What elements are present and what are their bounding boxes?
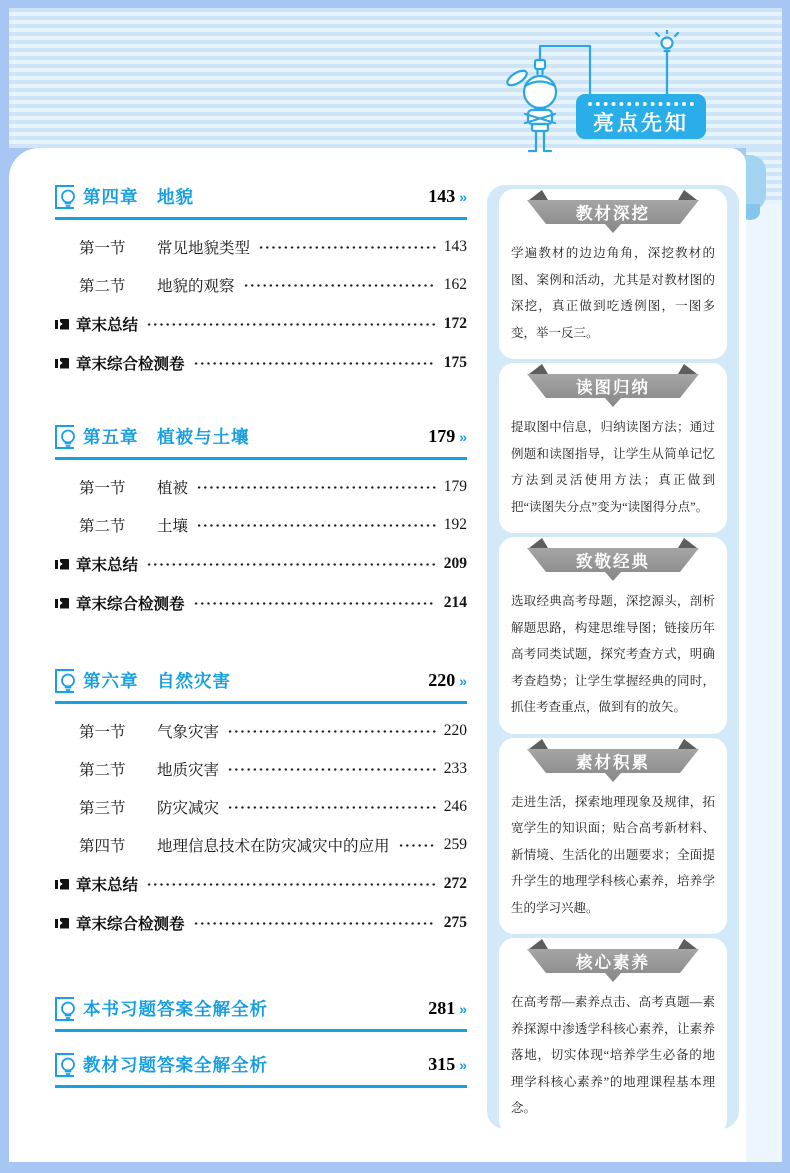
- chapter-title: 第六章 自然灾害: [83, 671, 231, 691]
- card-body-text: 选取经典高考母题，深挖源头，剖析解题思路，构建思维导图；链接历年高考同类试题，探究考查方式，明确考查趋势；让学生掌握经典的同时，抓住考查重点，做到有的放矢。: [511, 594, 715, 714]
- card-body-text: 走进生活，探索地理现象及规律，拓宽学生的知识面；贴合高考新材料、新情境、生活化的出题要求；全面提升学生的地理学科核心素养，培养学生的学习兴趣。: [511, 794, 715, 915]
- dot-leader: [193, 602, 436, 605]
- card-title: 致敬经典: [576, 553, 650, 571]
- card-ribbon: [527, 363, 699, 408]
- feature-card: [499, 189, 727, 359]
- appendix-entries: [55, 996, 467, 1088]
- dot-leader: [146, 563, 436, 566]
- plug-icon: [535, 60, 545, 74]
- summary-label: 章末综合检测卷: [76, 356, 185, 373]
- summary-label: 章末总结: [76, 317, 139, 334]
- section-title: 地貌的观察: [157, 278, 235, 295]
- appendix-heading: [55, 996, 467, 1032]
- section-page-number: 143: [443, 238, 467, 255]
- section-title: 地理信息技术在防灾减灾中的应用: [157, 838, 390, 855]
- section-page-number: 246: [443, 798, 467, 815]
- dot-leader: [258, 246, 436, 249]
- toc-section-row: [55, 274, 467, 296]
- card-title: 读图归纳: [576, 379, 650, 397]
- section-number: 第二节: [79, 278, 126, 295]
- bulb-icon: [55, 185, 74, 209]
- chapter-page-number: 179: [428, 426, 456, 446]
- toc-summary-row: [55, 553, 467, 575]
- dot-leader: [193, 922, 436, 925]
- dot-leader: [227, 730, 436, 733]
- chapter-block-6: [55, 668, 467, 934]
- summary-page-number: 214: [443, 594, 467, 611]
- toc-summary-row: [55, 313, 467, 335]
- section-page-number: 233: [443, 760, 467, 777]
- section-number: 第三节: [79, 800, 126, 817]
- tag-icon: [55, 559, 69, 570]
- card-ribbon: [527, 738, 699, 783]
- section-title: 植被: [157, 480, 189, 497]
- section-number: 第一节: [79, 240, 126, 257]
- toc-section-row: [55, 758, 467, 780]
- chapter-heading: [55, 184, 467, 220]
- dot-leader: [227, 768, 436, 771]
- toc-summary-row: [55, 352, 467, 374]
- toc-summary-row: [55, 912, 467, 934]
- table-of-contents: [55, 184, 467, 1088]
- chapter-block-5: [55, 424, 467, 614]
- chapter-title: 第五章 植被与土壤: [83, 427, 250, 447]
- card-body-text: 学遍教材的边边角角，深挖教材的图、案例和活动，尤其是对教材图的深挖，真正做到吃透例图，一图多变，举一反三。: [511, 246, 715, 340]
- card-ribbon: [527, 189, 699, 234]
- highlights-badge: [576, 94, 706, 139]
- summary-label: 章末综合检测卷: [76, 916, 185, 933]
- summary-page-number: 275: [443, 914, 467, 931]
- section-page-number: 220: [443, 722, 467, 739]
- section-page-number: 179: [443, 478, 467, 495]
- section-page-number: 192: [443, 516, 467, 533]
- chapter-page-number: 220: [428, 670, 456, 690]
- card-title: 教材深挖: [576, 205, 650, 223]
- appendix-heading: [55, 1052, 467, 1088]
- feature-card: [499, 363, 727, 533]
- dot-leader: [146, 323, 436, 326]
- bulb-icon: [55, 669, 74, 693]
- dot-leader: [196, 524, 436, 527]
- card-body-text: 提取图中信息，归纳读图方法；通过例题和读图指导，让学生从简单记忆方法到灵活使用方法；真正做到把“读图失分点”变为“读图得分点”。: [511, 420, 715, 514]
- section-title: 防灾减灾: [157, 800, 220, 817]
- section-number: 第一节: [79, 480, 126, 497]
- appendix-page-number: 281: [428, 998, 456, 1018]
- chevron-right-icon: »: [459, 1000, 467, 1017]
- chapter-heading: [55, 424, 467, 460]
- toc-summary-row: [55, 592, 467, 614]
- appendix-title: 本书习题答案全解全析: [83, 999, 268, 1019]
- tag-icon: [55, 319, 69, 330]
- toc-section-row: [55, 514, 467, 536]
- section-page-number: 162: [443, 276, 467, 293]
- toc-section-row: [55, 236, 467, 258]
- chevron-right-icon: »: [459, 672, 467, 689]
- section-page-number: 259: [443, 836, 467, 853]
- summary-page-number: 209: [443, 555, 467, 572]
- section-title: 地质灾害: [157, 762, 220, 779]
- section-title: 土壤: [157, 518, 189, 535]
- tag-icon: [55, 598, 69, 609]
- card-title: 核心素养: [576, 954, 650, 972]
- toc-section-row: [55, 476, 467, 498]
- chapter-block-4: [55, 184, 467, 374]
- summary-label: 章末总结: [76, 877, 139, 894]
- section-title: 常见地貌类型: [157, 240, 251, 257]
- section-title: 气象灾害: [157, 724, 220, 741]
- right-margin-strip: [746, 148, 782, 1162]
- summary-page-number: 272: [443, 875, 467, 892]
- tag-icon: [55, 918, 69, 929]
- toc-section-row: [55, 796, 467, 818]
- feature-card: [499, 938, 727, 1135]
- section-number: 第四节: [79, 838, 126, 855]
- summary-page-number: 172: [443, 315, 467, 332]
- toc-section-row: [55, 834, 467, 856]
- toc-summary-row: [55, 873, 467, 895]
- chevron-right-icon: »: [459, 188, 467, 205]
- summary-label: 章末总结: [76, 557, 139, 574]
- dot-leader: [196, 486, 436, 489]
- chapter-heading: [55, 668, 467, 704]
- section-number: 第二节: [79, 762, 126, 779]
- tag-icon: [55, 358, 69, 369]
- card-title: 素材积累: [576, 753, 650, 772]
- summary-label: 章末综合检测卷: [76, 596, 185, 613]
- card-ribbon: [527, 938, 699, 983]
- feature-cards-sidebar: [487, 185, 739, 1129]
- summary-page-number: 175: [443, 354, 467, 371]
- feature-card: [499, 738, 727, 935]
- card-body-text: 在高考帮—素养点击、高考真题—素养探源中渗透学科核心素养，让素养落地，切实体现“培养学生必备的地理学科核心素养”的地理课程基本理念。: [511, 995, 715, 1115]
- section-number: 第二节: [79, 518, 126, 535]
- chapter-title: 第四章 地貌: [83, 187, 194, 207]
- section-number: 第一节: [79, 724, 126, 741]
- dot-leader: [243, 284, 436, 287]
- toc-section-row: [55, 720, 467, 742]
- lightbulb-icon: [656, 30, 678, 51]
- bulb-icon: [55, 425, 74, 449]
- bulb-icon: [55, 1053, 74, 1077]
- feature-card: [499, 537, 727, 734]
- dot-leader: [193, 362, 436, 365]
- chapter-page-number: 143: [428, 186, 456, 206]
- chevron-right-icon: »: [459, 1056, 467, 1073]
- card-ribbon: [527, 537, 699, 582]
- dot-leader: [227, 806, 436, 809]
- appendix-title: 教材习题答案全解全析: [83, 1055, 268, 1075]
- highlights-badge-label: 亮点先知: [593, 112, 689, 135]
- tag-icon: [55, 879, 69, 890]
- appendix-page-number: 315: [428, 1054, 456, 1074]
- bulb-icon: [55, 997, 74, 1021]
- chevron-right-icon: »: [459, 428, 467, 445]
- robot-hips: [532, 124, 548, 131]
- dot-leader: [146, 883, 436, 886]
- robot-legs: [529, 131, 551, 151]
- dot-leader: [398, 844, 436, 847]
